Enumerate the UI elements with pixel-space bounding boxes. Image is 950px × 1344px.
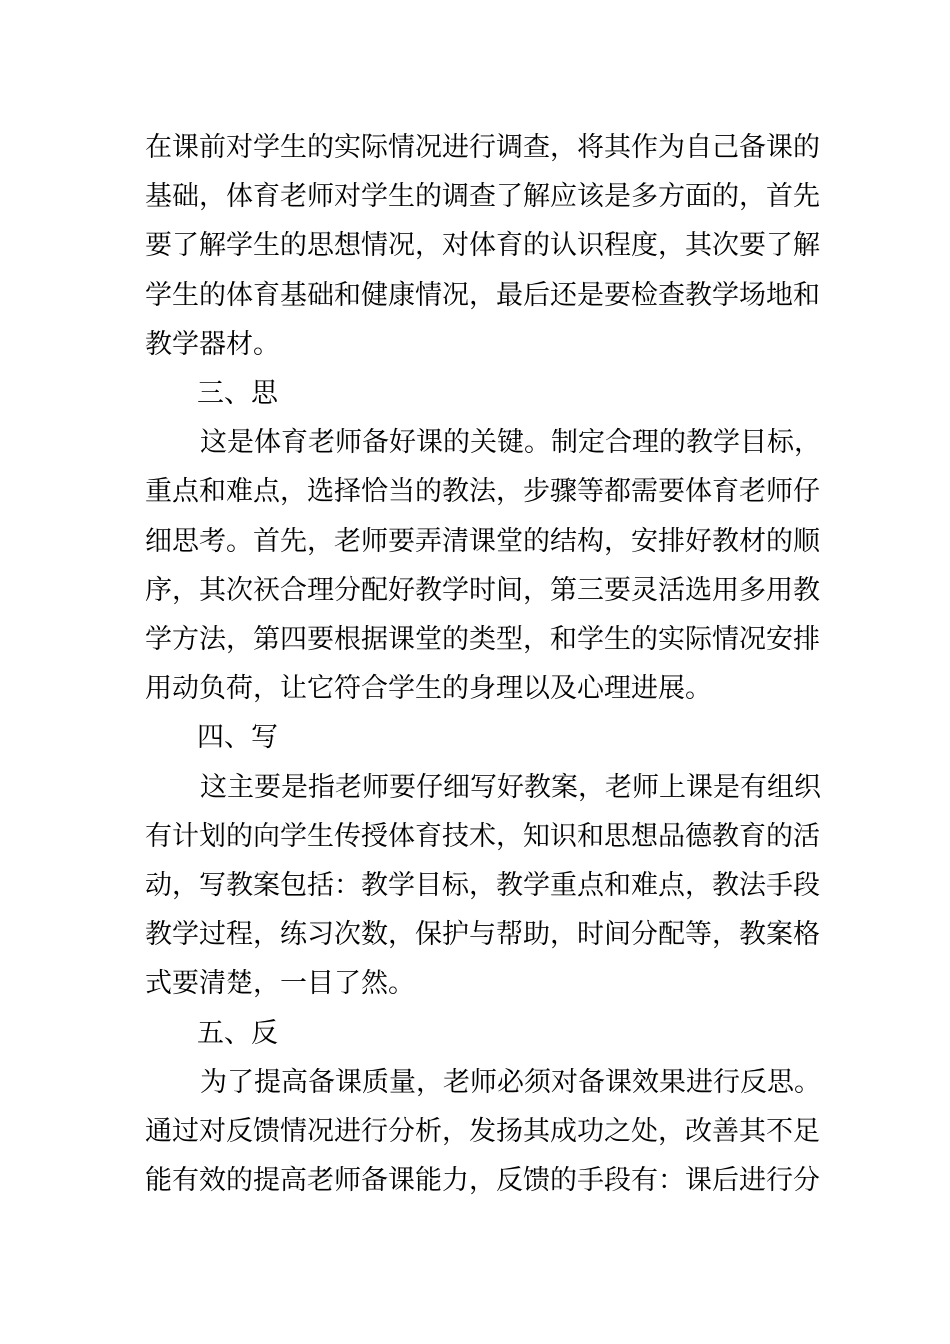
text-line: 用动负荷，让它符合学生的身理以及心理进展。: [145, 673, 712, 705]
text-line: 要了解学生的思想情况，对体育的认识程度，其次要了解: [145, 230, 820, 262]
text-line: 有计划的向学生传授体育技术，知识和思想品德教育的活: [145, 820, 820, 852]
text-line: 式要清楚，一目了然。: [145, 968, 415, 1000]
text-line: 学方法，第四要根据课堂的类型，和学生的实际情况安排: [145, 624, 820, 656]
text-line: 教学过程，练习次数，保护与帮助，时间分配等，教案格: [145, 919, 820, 951]
text-line: 教学器材。: [145, 328, 280, 360]
text-line: 学生的体育基础和健康情况，最后还是要检查教学场地和: [145, 279, 820, 311]
text-line: 动，写教案包括：教学目标，教学重点和难点，教法手段: [145, 870, 820, 902]
paragraph-reflect: [145, 1058, 821, 1206]
text-line: 基础，体育老师对学生的调查了解应该是多方面的，首先: [145, 181, 820, 213]
section-heading-write: 四、写: [197, 722, 278, 754]
text-line: 这是体育老师备好课的关键。制定合理的教学目标，: [200, 427, 821, 459]
text-line: 序，其次祆合理分配好教学时间，第三要灵活选用多用教: [145, 574, 820, 606]
paragraph-think: [145, 418, 821, 713]
section-heading-reflect: 五、反: [197, 1017, 278, 1049]
text-line: 细思考。首先，老师要弄清课堂的结构，安排好教材的顺: [145, 525, 820, 557]
text-line: 这主要是指老师要仔细写好教案，老师上课是有组织: [200, 771, 821, 803]
section-heading-think: 三、思: [197, 378, 278, 410]
text-line: 重点和难点，选择恰当的教法，步骤等都需要体育老师仔: [145, 476, 820, 508]
text-line: 在课前对学生的实际情况进行调查，将其作为自己备课的: [145, 132, 820, 163]
paragraph-write: [145, 763, 821, 1009]
text-line: 能有效的提高老师备课能力，反馈的手段有：课后进行分: [145, 1165, 820, 1197]
document-body: [145, 123, 821, 1205]
text-line: 通过对反馈情况进行分析，发扬其成功之处，改善其不足: [145, 1116, 820, 1148]
paragraph-survey: [145, 123, 820, 369]
text-line: 为了提高备课质量，老师必须对备课效果进行反思。: [200, 1066, 821, 1098]
